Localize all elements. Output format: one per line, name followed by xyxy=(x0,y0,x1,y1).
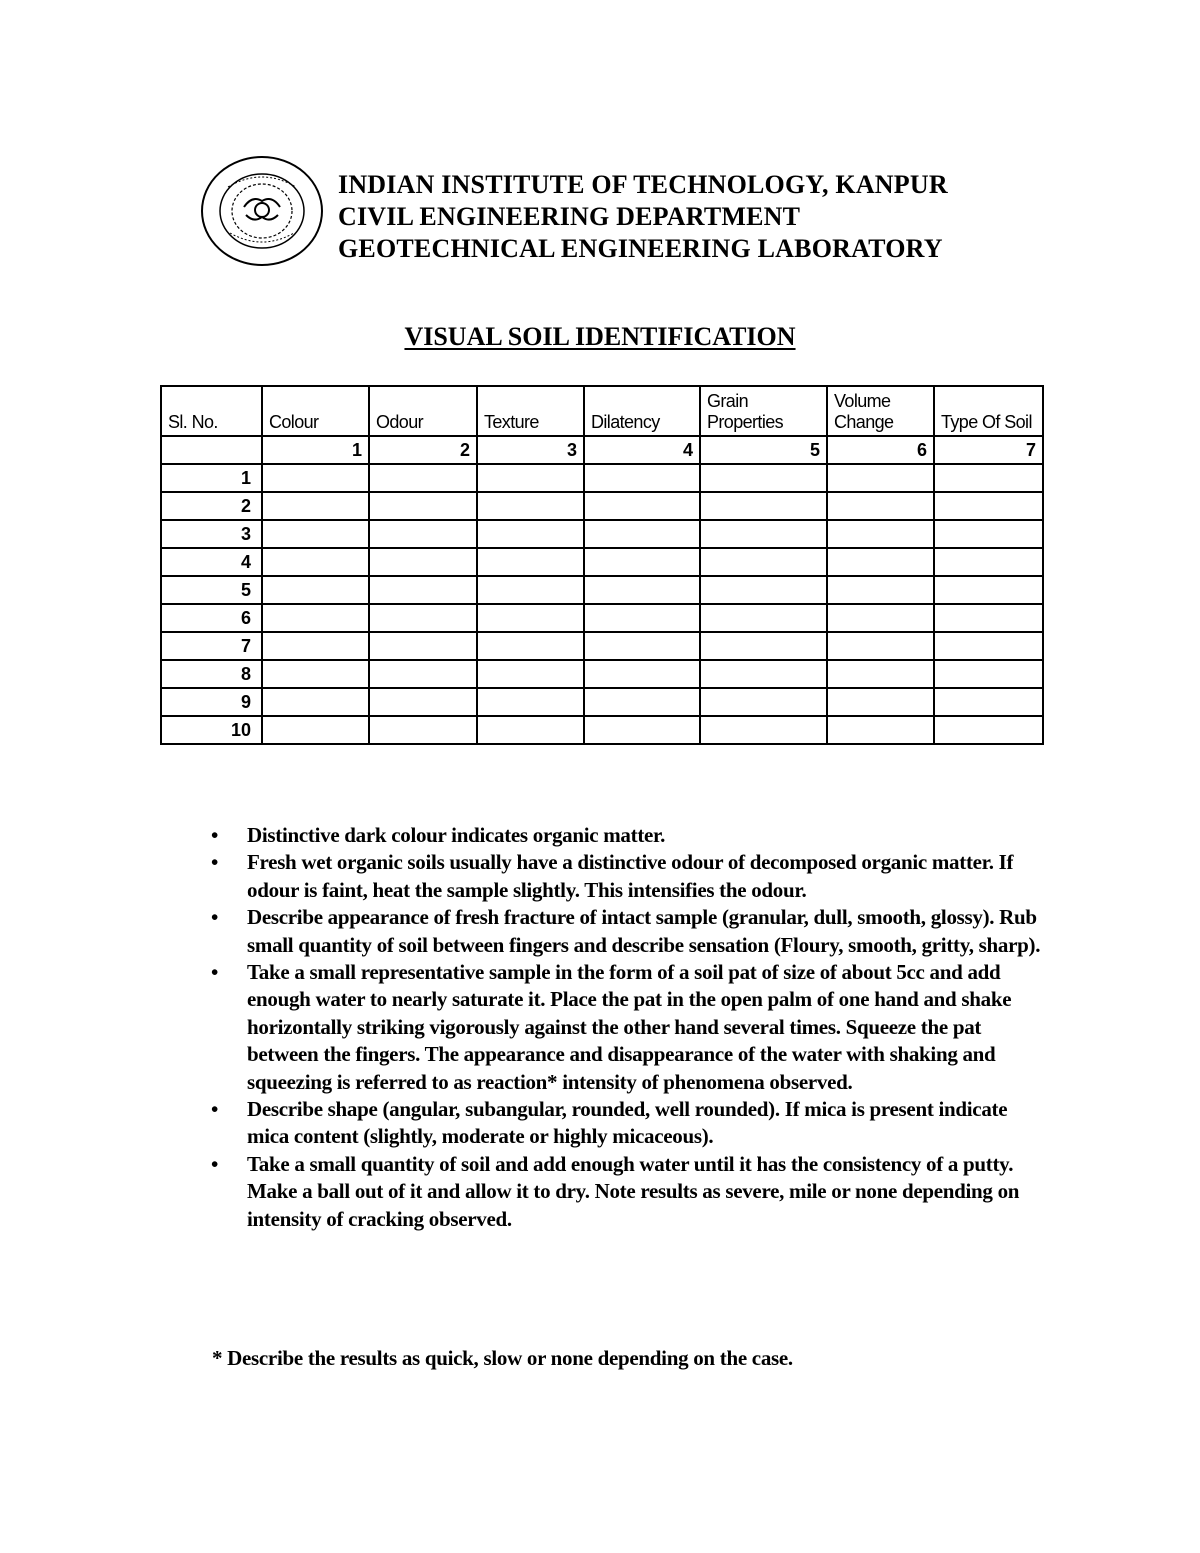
table-cell xyxy=(369,604,477,632)
serial-number: 1 xyxy=(161,464,262,492)
table-cell xyxy=(700,716,827,744)
table-cell xyxy=(700,520,827,548)
table-cell xyxy=(700,464,827,492)
table-cell xyxy=(369,492,477,520)
table-cell xyxy=(369,520,477,548)
column-number xyxy=(161,436,262,464)
table-cell xyxy=(934,492,1043,520)
table-row xyxy=(161,632,1043,660)
table-cell xyxy=(369,716,477,744)
list-item xyxy=(205,1096,1045,1151)
table-cell xyxy=(934,464,1043,492)
table-cell xyxy=(477,716,584,744)
table-cell xyxy=(584,632,700,660)
serial-number: 9 xyxy=(161,688,262,716)
table-cell xyxy=(700,632,827,660)
column-header: Grain Properties xyxy=(700,386,827,436)
table-cell xyxy=(827,632,934,660)
note-text: Take a small representative sample in the form of a soil pat of size of about 5cc and add enough water to nearly saturate it. Place the pat in the open palm of one hand and shake horizontally striking vigorously against the other hand several times. Squeeze the pat between the fingers. The appearance and disappearance of the water with shaking and squeezing is referred to as reaction* intensity of phenomena observed. xyxy=(247,960,1012,1094)
table-cell xyxy=(934,716,1043,744)
column-number: 4 xyxy=(584,436,700,464)
bullet-icon: • xyxy=(211,905,219,930)
table-cell xyxy=(827,604,934,632)
table-cell xyxy=(262,632,369,660)
column-header: Colour xyxy=(262,386,369,436)
table-cell xyxy=(584,576,700,604)
table-cell xyxy=(262,716,369,744)
column-number: 7 xyxy=(934,436,1043,464)
serial-number: 8 xyxy=(161,660,262,688)
table-cell xyxy=(477,520,584,548)
table-cell xyxy=(369,632,477,660)
list-item xyxy=(205,904,1045,959)
table-cell xyxy=(934,604,1043,632)
table-cell xyxy=(262,492,369,520)
table-cell xyxy=(262,520,369,548)
table-cell xyxy=(369,576,477,604)
table-cell xyxy=(477,464,584,492)
table-cell xyxy=(700,576,827,604)
list-item xyxy=(205,959,1045,1096)
table-cell xyxy=(584,464,700,492)
serial-number: 2 xyxy=(161,492,262,520)
instruction-notes xyxy=(205,822,1045,1233)
bullet-icon: • xyxy=(211,850,219,875)
table-cell xyxy=(584,492,700,520)
note-text: Take a small quantity of soil and add enough water until it has the consistency of a putty. Make a ball out of it and allow it to dry. Note results as severe, mile or none depending on intensity of cracking observed. xyxy=(247,1151,1020,1231)
column-number: 6 xyxy=(827,436,934,464)
table-cell xyxy=(584,688,700,716)
bullet-icon: • xyxy=(211,823,219,847)
table-row xyxy=(161,548,1043,576)
bullet-icon: • xyxy=(211,1151,219,1176)
column-number-row xyxy=(161,436,1043,464)
serial-number: 4 xyxy=(161,548,262,576)
column-header: Type Of Soil xyxy=(934,386,1043,436)
table-row xyxy=(161,688,1043,716)
column-header: Dilatency xyxy=(584,386,700,436)
table-row xyxy=(161,576,1043,604)
table-cell xyxy=(262,688,369,716)
table-cell xyxy=(477,660,584,688)
table-row xyxy=(161,604,1043,632)
table-cell xyxy=(477,492,584,520)
table-cell xyxy=(827,520,934,548)
table-cell xyxy=(827,688,934,716)
table-cell xyxy=(934,548,1043,576)
table-cell xyxy=(700,660,827,688)
list-item xyxy=(205,1151,1045,1233)
table-cell xyxy=(934,660,1043,688)
serial-number: 6 xyxy=(161,604,262,632)
iit-kanpur-seal-icon xyxy=(200,155,328,267)
bullet-icon: • xyxy=(211,1097,219,1122)
table-cell xyxy=(827,576,934,604)
serial-number: 7 xyxy=(161,632,262,660)
table-cell xyxy=(934,576,1043,604)
column-header: Sl. No. xyxy=(161,386,262,436)
list-item xyxy=(205,822,1045,849)
table-cell xyxy=(477,632,584,660)
table-cell xyxy=(477,548,584,576)
table-cell xyxy=(584,548,700,576)
note-text: Describe shape (angular, subangular, rounded, well rounded). If mica is present indicate mica content (slightly, moderate or highly micaceous). xyxy=(247,1097,1008,1149)
table-cell xyxy=(262,576,369,604)
table-cell xyxy=(700,548,827,576)
column-header: Volume Change xyxy=(827,386,934,436)
table-row xyxy=(161,492,1043,520)
column-header: Odour xyxy=(369,386,477,436)
table-cell xyxy=(584,604,700,632)
table-cell xyxy=(827,716,934,744)
table-cell xyxy=(934,632,1043,660)
list-item xyxy=(205,849,1045,904)
table-cell xyxy=(262,548,369,576)
institute-name: INDIAN INSTITUTE OF TECHNOLOGY, KANPUR xyxy=(338,170,948,199)
table-cell xyxy=(369,660,477,688)
note-text: Distinctive dark colour indicates organic matter. xyxy=(247,823,666,847)
table-cell xyxy=(934,688,1043,716)
table-cell xyxy=(827,492,934,520)
column-number: 1 xyxy=(262,436,369,464)
table-cell xyxy=(262,464,369,492)
serial-number: 5 xyxy=(161,576,262,604)
note-text: Fresh wet organic soils usually have a distinctive odour of decomposed organic matter. If odour is faint, heat the sample slightly. This intensifies the odour. xyxy=(247,850,1014,902)
table-cell xyxy=(827,660,934,688)
column-number: 3 xyxy=(477,436,584,464)
table-row xyxy=(161,716,1043,744)
footnote: * Describe the results as quick, slow or none depending on the case. xyxy=(212,1346,793,1370)
letterhead xyxy=(200,155,1020,270)
table-cell xyxy=(584,716,700,744)
table-cell xyxy=(584,520,700,548)
table-cell xyxy=(262,660,369,688)
table-cell xyxy=(827,548,934,576)
table-row xyxy=(161,660,1043,688)
table-cell xyxy=(369,464,477,492)
table-cell xyxy=(700,688,827,716)
bullet-icon: • xyxy=(211,960,219,985)
serial-number: 10 xyxy=(161,716,262,744)
table-row xyxy=(161,520,1043,548)
column-number: 2 xyxy=(369,436,477,464)
table-cell xyxy=(700,492,827,520)
column-header: Texture xyxy=(477,386,584,436)
serial-number: 3 xyxy=(161,520,262,548)
laboratory-name: GEOTECHNICAL ENGINEERING LABORATORY xyxy=(338,234,943,263)
header-row xyxy=(161,386,1043,436)
table-cell xyxy=(262,604,369,632)
table-cell xyxy=(584,660,700,688)
department-name: CIVIL ENGINEERING DEPARTMENT xyxy=(338,202,801,231)
note-text: Describe appearance of fresh fracture of intact sample (granular, dull, smooth, glossy). Rub small quantity of soil between fingers and describe sensation (Floury, smooth, gritty, sharp). xyxy=(247,905,1041,957)
document-title: VISUAL SOIL IDENTIFICATION xyxy=(404,322,796,351)
table-cell xyxy=(934,520,1043,548)
column-number: 5 xyxy=(700,436,827,464)
table-cell xyxy=(369,688,477,716)
table-row xyxy=(161,464,1043,492)
table-cell xyxy=(369,548,477,576)
table-cell xyxy=(477,576,584,604)
table-cell xyxy=(700,604,827,632)
table-cell xyxy=(477,688,584,716)
soil-identification-table xyxy=(160,385,1044,745)
table-cell xyxy=(827,464,934,492)
table-cell xyxy=(477,604,584,632)
